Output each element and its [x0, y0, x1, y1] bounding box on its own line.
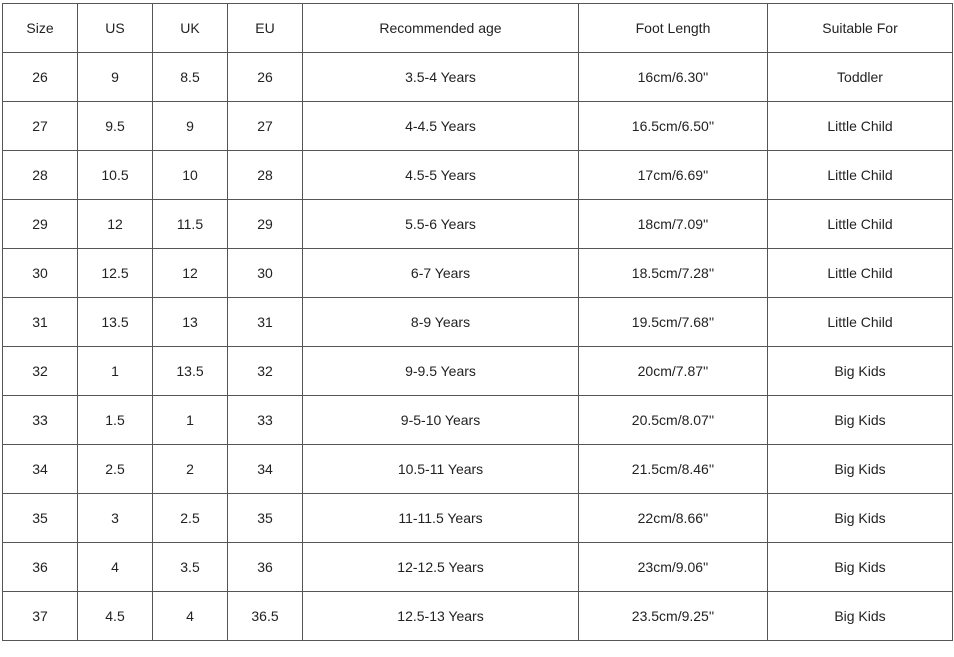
cell-size: 34 [3, 445, 78, 494]
cell-foot-length: 23cm/9.06'' [579, 543, 768, 592]
table-row [3, 347, 953, 396]
cell-suitable-for: Big Kids [768, 445, 953, 494]
cell-us: 9 [78, 53, 153, 102]
cell-uk: 2 [153, 445, 228, 494]
cell-suitable-for: Big Kids [768, 543, 953, 592]
cell-us: 3 [78, 494, 153, 543]
cell-eu: 36 [228, 543, 303, 592]
cell-eu: 34 [228, 445, 303, 494]
cell-size: 26 [3, 53, 78, 102]
cell-size: 33 [3, 396, 78, 445]
cell-size: 36 [3, 543, 78, 592]
cell-uk: 13 [153, 298, 228, 347]
cell-eu: 36.5 [228, 592, 303, 641]
cell-size: 29 [3, 200, 78, 249]
header-suitable-for: Suitable For [768, 4, 953, 53]
cell-eu: 26 [228, 53, 303, 102]
cell-recommended-age: 5.5-6 Years [303, 200, 579, 249]
cell-eu: 32 [228, 347, 303, 396]
cell-recommended-age: 11-11.5 Years [303, 494, 579, 543]
cell-recommended-age: 8-9 Years [303, 298, 579, 347]
cell-recommended-age: 4-4.5 Years [303, 102, 579, 151]
cell-uk: 11.5 [153, 200, 228, 249]
cell-eu: 29 [228, 200, 303, 249]
cell-uk: 4 [153, 592, 228, 641]
cell-recommended-age: 10.5-11 Years [303, 445, 579, 494]
table-header-row [3, 4, 953, 53]
cell-foot-length: 18cm/7.09'' [579, 200, 768, 249]
cell-recommended-age: 9-5-10 Years [303, 396, 579, 445]
cell-suitable-for: Little Child [768, 200, 953, 249]
table-row [3, 445, 953, 494]
cell-suitable-for: Big Kids [768, 347, 953, 396]
cell-us: 12 [78, 200, 153, 249]
cell-uk: 13.5 [153, 347, 228, 396]
cell-suitable-for: Big Kids [768, 494, 953, 543]
cell-foot-length: 21.5cm/8.46'' [579, 445, 768, 494]
cell-suitable-for: Little Child [768, 298, 953, 347]
cell-foot-length: 20cm/7.87'' [579, 347, 768, 396]
cell-size: 28 [3, 151, 78, 200]
header-eu: EU [228, 4, 303, 53]
cell-eu: 31 [228, 298, 303, 347]
cell-uk: 1 [153, 396, 228, 445]
cell-foot-length: 17cm/6.69'' [579, 151, 768, 200]
cell-recommended-age: 4.5-5 Years [303, 151, 579, 200]
cell-eu: 27 [228, 102, 303, 151]
cell-size: 31 [3, 298, 78, 347]
cell-size: 37 [3, 592, 78, 641]
cell-size: 32 [3, 347, 78, 396]
cell-uk: 3.5 [153, 543, 228, 592]
cell-recommended-age: 12-12.5 Years [303, 543, 579, 592]
cell-foot-length: 16.5cm/6.50'' [579, 102, 768, 151]
header-uk: UK [153, 4, 228, 53]
cell-size: 27 [3, 102, 78, 151]
cell-foot-length: 23.5cm/9.25'' [579, 592, 768, 641]
header-recommended-age: Recommended age [303, 4, 579, 53]
cell-recommended-age: 12.5-13 Years [303, 592, 579, 641]
cell-uk: 2.5 [153, 494, 228, 543]
cell-recommended-age: 3.5-4 Years [303, 53, 579, 102]
header-foot-length: Foot Length [579, 4, 768, 53]
cell-eu: 30 [228, 249, 303, 298]
cell-us: 4 [78, 543, 153, 592]
cell-eu: 35 [228, 494, 303, 543]
cell-suitable-for: Big Kids [768, 396, 953, 445]
cell-foot-length: 20.5cm/8.07'' [579, 396, 768, 445]
cell-us: 1 [78, 347, 153, 396]
cell-suitable-for: Little Child [768, 151, 953, 200]
cell-us: 12.5 [78, 249, 153, 298]
cell-uk: 10 [153, 151, 228, 200]
cell-recommended-age: 6-7 Years [303, 249, 579, 298]
cell-us: 9.5 [78, 102, 153, 151]
table-row [3, 396, 953, 445]
header-us: US [78, 4, 153, 53]
cell-us: 13.5 [78, 298, 153, 347]
size-chart-table [2, 3, 953, 641]
table-row [3, 53, 953, 102]
cell-uk: 12 [153, 249, 228, 298]
cell-us: 1.5 [78, 396, 153, 445]
cell-us: 10.5 [78, 151, 153, 200]
table-row [3, 543, 953, 592]
cell-us: 2.5 [78, 445, 153, 494]
table-row [3, 494, 953, 543]
table-row [3, 151, 953, 200]
cell-us: 4.5 [78, 592, 153, 641]
table-row [3, 102, 953, 151]
cell-suitable-for: Toddler [768, 53, 953, 102]
cell-size: 30 [3, 249, 78, 298]
cell-suitable-for: Little Child [768, 249, 953, 298]
table-row [3, 298, 953, 347]
table-body [3, 53, 953, 641]
cell-uk: 9 [153, 102, 228, 151]
table-row [3, 249, 953, 298]
cell-foot-length: 18.5cm/7.28'' [579, 249, 768, 298]
cell-eu: 33 [228, 396, 303, 445]
cell-recommended-age: 9-9.5 Years [303, 347, 579, 396]
cell-foot-length: 16cm/6.30'' [579, 53, 768, 102]
cell-eu: 28 [228, 151, 303, 200]
table-row [3, 592, 953, 641]
cell-suitable-for: Little Child [768, 102, 953, 151]
cell-uk: 8.5 [153, 53, 228, 102]
header-size: Size [3, 4, 78, 53]
cell-suitable-for: Big Kids [768, 592, 953, 641]
table-row [3, 200, 953, 249]
cell-foot-length: 22cm/8.66'' [579, 494, 768, 543]
cell-foot-length: 19.5cm/7.68'' [579, 298, 768, 347]
cell-size: 35 [3, 494, 78, 543]
